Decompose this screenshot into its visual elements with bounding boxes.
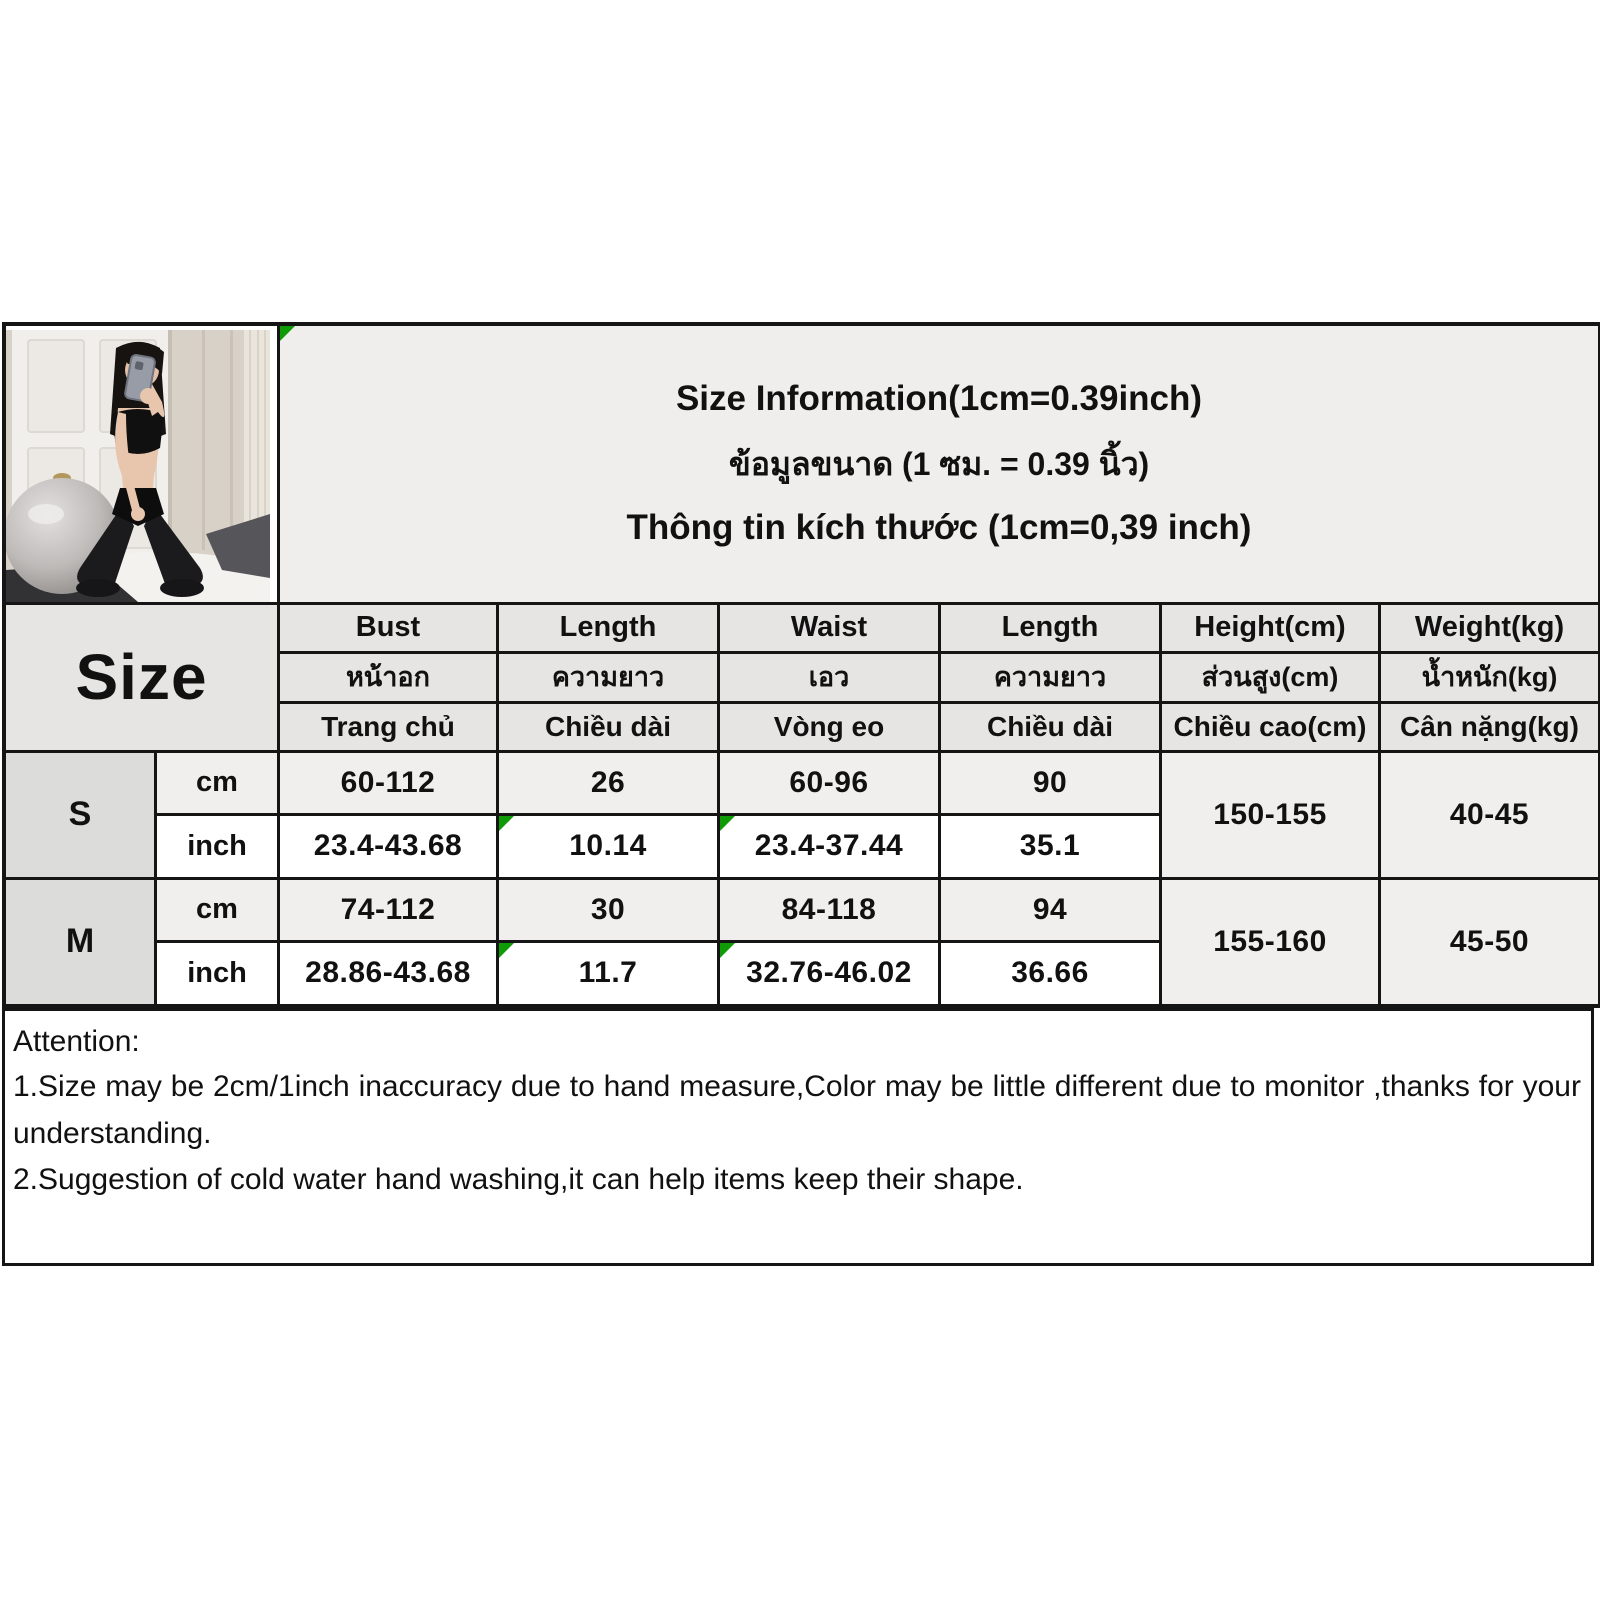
size-information-title-cell bbox=[280, 326, 1598, 602]
cell-m-cm-waist: 84-118 bbox=[720, 880, 938, 940]
col-header-waist-th: เอว bbox=[720, 654, 938, 701]
excel-flag-icon bbox=[720, 943, 735, 958]
col-header-length2-vi: Chiều dài bbox=[941, 704, 1159, 750]
cell-s-cm-length1: 26 bbox=[499, 753, 717, 813]
col-header-height-th: ส่วนสูง(cm) bbox=[1162, 654, 1378, 701]
attention-note-1: 1.Size may be 2cm/1inch inaccuracy due to hand measure,Color may be little different due to monitor ,thanks for your understanding. bbox=[13, 1070, 1581, 1150]
cell-m-cm-bust: 74-112 bbox=[280, 880, 496, 940]
cell-value: 32.76-46.02 bbox=[746, 956, 912, 990]
col-header-height-en: Height(cm) bbox=[1162, 605, 1378, 651]
col-header-weight-th: น้ำหนัก(kg) bbox=[1381, 654, 1598, 701]
attention-heading: Attention: bbox=[13, 1025, 140, 1058]
title-english: Size Information(1cm=0.39inch) bbox=[675, 379, 1203, 419]
col-header-length1-vi: Chiều dài bbox=[499, 704, 717, 750]
col-header-weight-vi: Cân nặng(kg) bbox=[1381, 704, 1598, 750]
cell-s-inch-length2: 35.1 bbox=[941, 816, 1159, 877]
col-header-weight-en: Weight(kg) bbox=[1381, 605, 1598, 651]
unit-label-m-inch: inch bbox=[157, 943, 277, 1004]
row-label-size-s: S bbox=[6, 753, 154, 877]
col-header-length1-en: Length bbox=[499, 605, 717, 651]
cell-m-inch-length1 bbox=[499, 943, 717, 1004]
cell-m-inch-waist bbox=[720, 943, 938, 1004]
title-vietnamese: Thông tin kích thước (1cm=0,39 inch) bbox=[626, 508, 1252, 548]
excel-flag-icon bbox=[499, 943, 514, 958]
col-header-length2-th: ความยาว bbox=[941, 654, 1159, 701]
excel-flag-icon bbox=[720, 816, 735, 831]
title-stack bbox=[280, 379, 1598, 548]
cell-value: 23.4-37.44 bbox=[754, 829, 904, 863]
attention-note-2: 2.Suggestion of cold water hand washing,it can help items keep their shape. bbox=[13, 1163, 1024, 1196]
product-model-photo bbox=[6, 330, 270, 602]
cell-s-height: 150-155 bbox=[1162, 753, 1378, 877]
cell-m-cm-length2: 94 bbox=[941, 880, 1159, 940]
col-header-waist-en: Waist bbox=[720, 605, 938, 651]
col-header-length1-th: ความยาว bbox=[499, 654, 717, 701]
col-header-bust-vi: Trang chủ bbox=[280, 704, 496, 750]
col-header-bust-th: หน้าอก bbox=[280, 654, 496, 701]
row-label-size-m: M bbox=[6, 880, 154, 1004]
excel-flag-icon bbox=[280, 326, 295, 341]
cell-s-inch-bust: 23.4-43.68 bbox=[280, 816, 496, 877]
cell-value: 10.14 bbox=[569, 829, 647, 863]
cell-value: 11.7 bbox=[578, 956, 638, 990]
unit-label-s-inch: inch bbox=[157, 816, 277, 877]
excel-flag-icon bbox=[499, 816, 514, 831]
cell-s-cm-length2: 90 bbox=[941, 753, 1159, 813]
col-header-waist-vi: Vòng eo bbox=[720, 704, 938, 750]
col-header-length2-en: Length bbox=[941, 605, 1159, 651]
size-information-table bbox=[2, 322, 1600, 1008]
unit-label-s-cm: cm bbox=[157, 753, 277, 813]
col-header-bust-en: Bust bbox=[280, 605, 496, 651]
cell-m-weight: 45-50 bbox=[1381, 880, 1598, 1004]
cell-m-cm-length1: 30 bbox=[499, 880, 717, 940]
cell-s-cm-bust: 60-112 bbox=[280, 753, 496, 813]
unit-label-m-cm: cm bbox=[157, 880, 277, 940]
size-corner-label: Size bbox=[6, 605, 277, 750]
product-photo-cell bbox=[6, 326, 277, 602]
cell-m-inch-length2: 36.66 bbox=[941, 943, 1159, 1004]
col-header-height-vi: Chiều cao(cm) bbox=[1162, 704, 1378, 750]
cell-s-inch-length1 bbox=[499, 816, 717, 877]
cell-s-weight: 40-45 bbox=[1381, 753, 1598, 877]
cell-m-height: 155-160 bbox=[1162, 880, 1378, 1004]
cell-s-cm-waist: 60-96 bbox=[720, 753, 938, 813]
cell-s-inch-waist bbox=[720, 816, 938, 877]
cell-m-inch-bust: 28.86-43.68 bbox=[280, 943, 496, 1004]
title-thai: ข้อมูลขนาด (1 ซม. = 0.39 นิ้ว) bbox=[728, 445, 1150, 482]
attention-notes-box bbox=[2, 1008, 1594, 1266]
